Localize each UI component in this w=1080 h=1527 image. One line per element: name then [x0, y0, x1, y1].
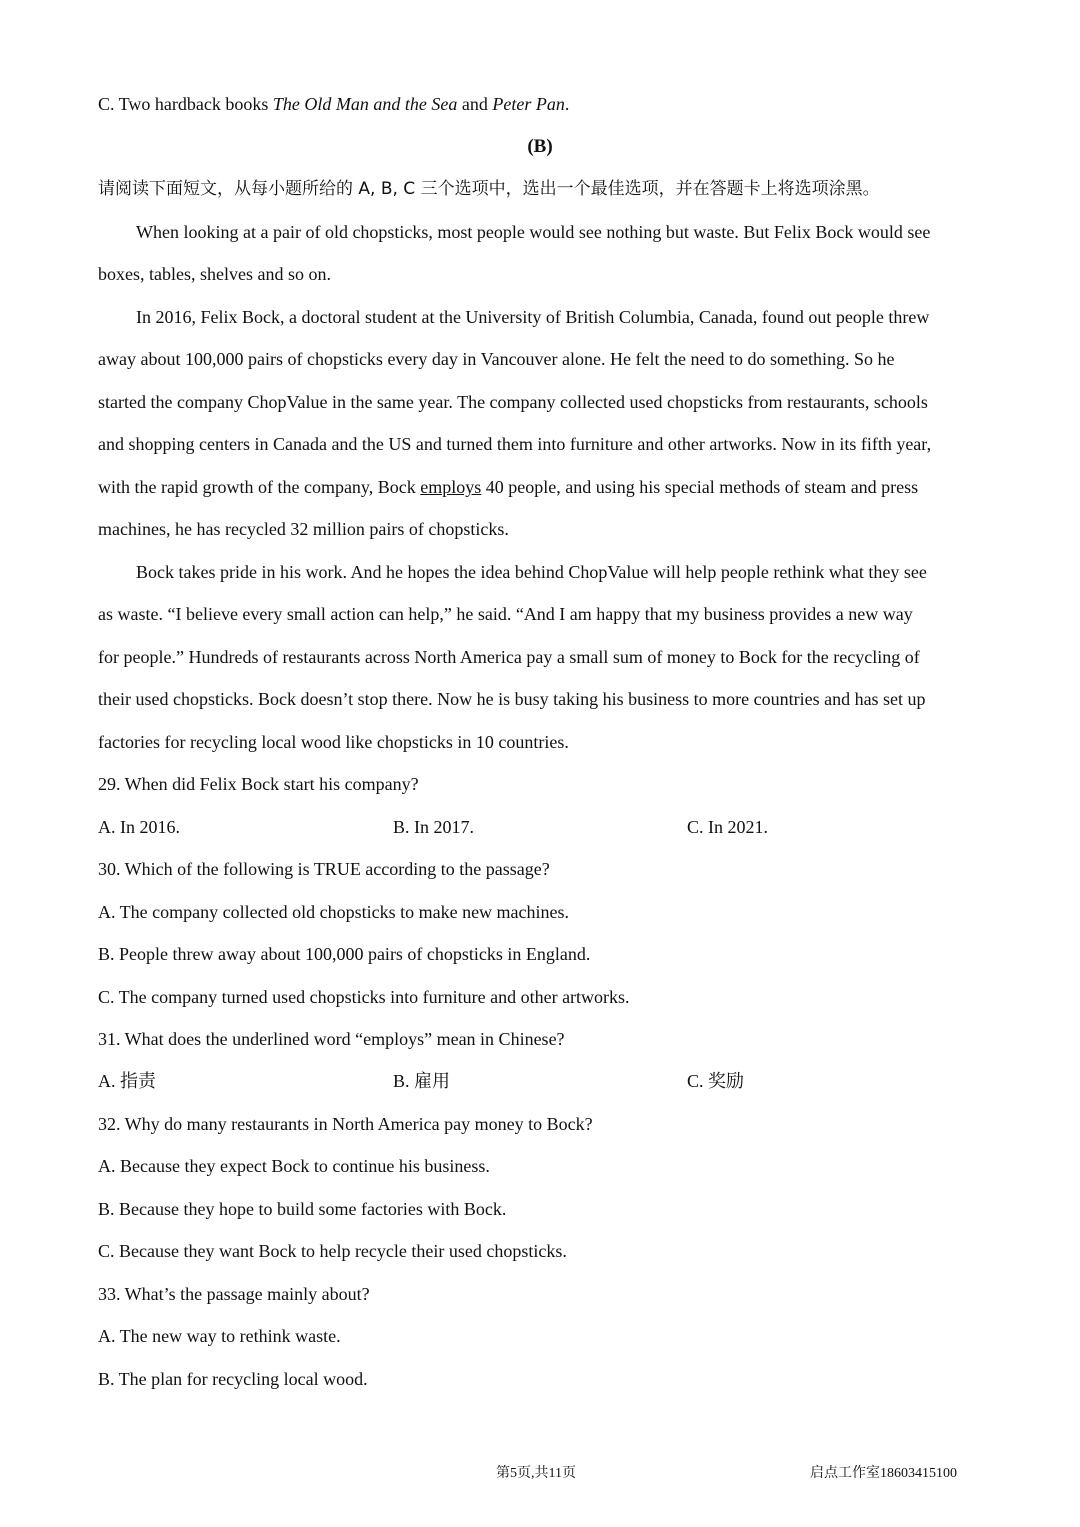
option-b: B. People threw away about 100,000 pairs of chopsticks in England. — [98, 944, 591, 964]
option-text: and — [457, 94, 493, 114]
passage-line: away about 100,000 pairs of chopsticks every day in Vancouver alone. He felt the need to do something. So he — [98, 349, 895, 369]
option-a: A. Because they expect Bock to continue his business. — [98, 1156, 490, 1176]
passage-line: When looking at a pair of old chopsticks, most people would see nothing but waste. But Felix Bock would see — [136, 222, 931, 242]
section-title: (B) — [527, 136, 553, 157]
book-title-2: Peter Pan — [492, 94, 565, 114]
instruction-text: 请阅读下面短文，从每小题所给的 A, B, C 三个选项中，选出一个最佳选项，并在答题卡上将选项涂黑。 — [98, 179, 880, 199]
passage-line: started the company ChopValue in the same year. The company collected used chopsticks from restaurants, schools — [98, 392, 928, 412]
option-line-top — [98, 92, 569, 116]
passage-line: machines, he has recycled 32 million pairs of chopsticks. — [98, 519, 509, 539]
option-c: C. 奖励 — [687, 1071, 745, 1091]
question-stem: 33. What’s the passage mainly about? — [98, 1284, 370, 1304]
question-stem: 32. Why do many restaurants in North America pay money to Bock? — [98, 1114, 593, 1134]
option-b: B. In 2017. — [393, 817, 474, 837]
passage-line: for people.” Hundreds of restaurants across North America pay a small sum of money to Bock for the recycling of — [98, 647, 920, 667]
question-stem: 30. Which of the following is TRUE according to the passage? — [98, 859, 550, 879]
option-c: C. Because they want Bock to help recycle their used chopsticks. — [98, 1241, 567, 1261]
passage-line: factories for recycling local wood like chopsticks in 10 countries. — [98, 732, 569, 752]
option-a: A. 指责 — [98, 1071, 156, 1091]
underlined-word: employs — [420, 477, 482, 497]
passage-text: 40 people, and using his special methods of steam and press — [481, 477, 919, 497]
option-text: C. Two hardback books — [98, 94, 273, 114]
passage-line: In 2016, Felix Bock, a doctoral student at the University of British Columbia, Canada, found out people threw — [136, 307, 930, 327]
passage-line: boxes, tables, shelves and so on. — [98, 264, 331, 284]
option-c: C. In 2021. — [687, 817, 768, 837]
option-a: A. The new way to rethink waste. — [98, 1326, 341, 1346]
option-b: B. The plan for recycling local wood. — [98, 1369, 368, 1389]
option-a: A. In 2016. — [98, 817, 180, 837]
passage-line: as waste. “I believe every small action can help,” he said. “And I am happy that my business provides a new way — [98, 604, 913, 624]
passage-line: their used chopsticks. Bock doesn’t stop there. Now he is busy taking his business to more countries and has set up — [98, 689, 926, 709]
question-stem: 31. What does the underlined word “employs” mean in Chinese? — [98, 1029, 565, 1049]
option-b: B. Because they hope to build some factories with Bock. — [98, 1199, 507, 1219]
passage-line: Bock takes pride in his work. And he hopes the idea behind ChopValue will help people rethink what they see — [136, 562, 927, 582]
passage-text: with the rapid growth of the company, Bock — [98, 477, 421, 497]
option-text: . — [564, 94, 570, 114]
option-c: C. The company turned used chopsticks into furniture and other artworks. — [98, 987, 630, 1007]
option-a: A. The company collected old chopsticks to make new machines. — [98, 902, 570, 922]
studio-contact: 启点工作室18603415100 — [810, 1466, 957, 1481]
passage-line: and shopping centers in Canada and the US and turned them into furniture and other artworks. Now in its fifth year, — [98, 434, 932, 454]
question-stem: 29. When did Felix Bock start his company? — [98, 774, 419, 794]
passage-line — [98, 475, 918, 499]
page-number: 第5页,共11页 — [496, 1466, 576, 1481]
option-b: B. 雇用 — [393, 1071, 451, 1091]
book-title-1: The Old Man and the Sea — [272, 94, 458, 114]
